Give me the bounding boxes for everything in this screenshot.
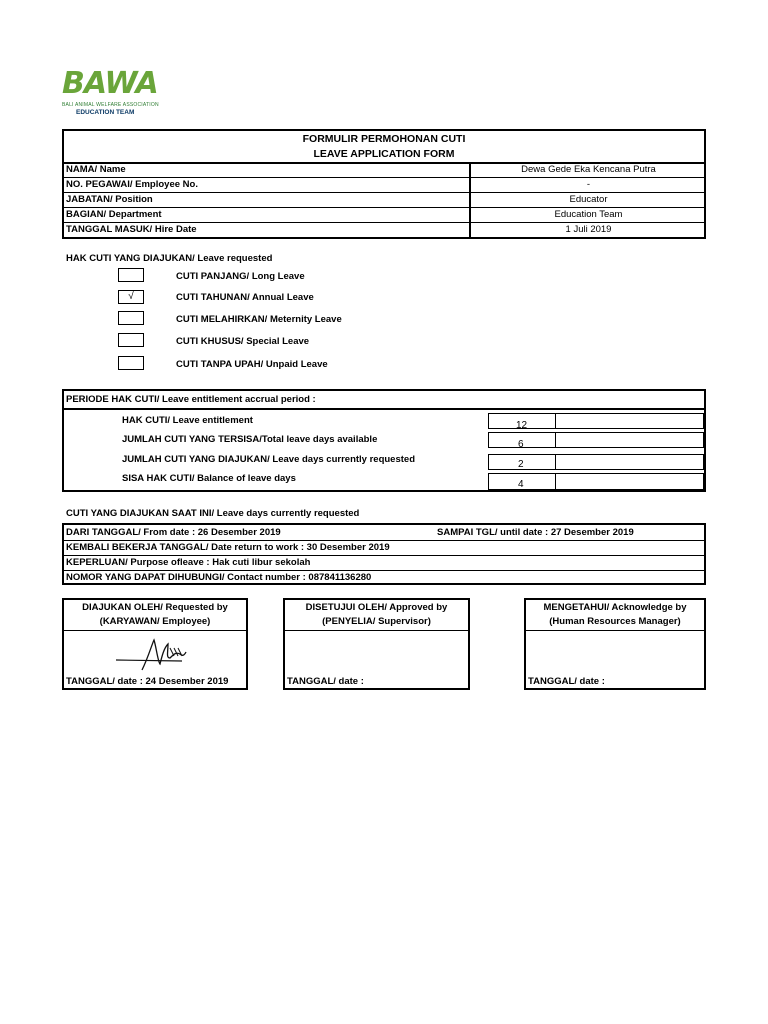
entitlement-heading: PERIODE HAK CUTI/ Leave entitlement accrual period : <box>66 394 316 405</box>
requested-label: JUMLAH CUTI YANG DIAJUKAN/ Leave days currently requested <box>122 454 415 465</box>
form-title-id: FORMULIR PERMOHONAN CUTI <box>302 133 466 145</box>
position-label: JABATAN/ Position <box>66 194 153 205</box>
available-label: JUMLAH CUTI YANG TERSISA/Total leave days available <box>122 434 378 445</box>
unpaid-leave-label: CUTI TANPA UPAH/ Unpaid Leave <box>176 359 328 370</box>
hr-signature-box <box>524 598 706 690</box>
employee-signature-head2: (KARYAWAN/ Employee) <box>99 616 211 627</box>
special-leave-checkbox[interactable] <box>118 333 144 347</box>
employee-signature-head1: DIAJUKAN OLEH/ Requested by <box>82 602 228 613</box>
until-date: SAMPAI TGL/ until date : 27 Desember 2019 <box>437 527 634 538</box>
balance-value: 4 <box>518 479 524 490</box>
employee-info-table <box>62 129 706 239</box>
hr-signature-head2: (Human Resources Manager) <box>549 616 681 627</box>
long-leave-label: CUTI PANJANG/ Long Leave <box>176 271 305 282</box>
current-request-heading: CUTI YANG DIAJUKAN SAAT INI/ Leave days currently requested <box>66 508 360 519</box>
leave-requested-heading: HAK CUTI YANG DIAJUKAN/ Leave requested <box>66 253 273 264</box>
entitlement-table <box>62 389 706 492</box>
special-leave-label: CUTI KHUSUS/ Special Leave <box>176 336 310 347</box>
entitlement-label: HAK CUTI/ Leave entitlement <box>122 415 253 426</box>
entitlement-value: 12 <box>516 420 528 431</box>
long-leave-checkbox[interactable] <box>118 268 144 282</box>
supervisor-signature-head2: (PENYELIA/ Supervisor) <box>322 616 431 627</box>
supervisor-signature-date: TANGGAL/ date : <box>287 676 364 687</box>
name-value: Dewa Gede Eka Kencana Putra <box>521 164 656 175</box>
employee-no-value: - <box>586 179 591 190</box>
unpaid-leave-checkbox[interactable] <box>118 356 144 370</box>
form-title-en: LEAVE APPLICATION FORM <box>313 148 455 160</box>
hr-signature-head1: MENGETAHUI/ Acknowledge by <box>543 602 687 613</box>
contact-number: NOMOR YANG DAPAT DIHUBUNGI/ Contact number : 087841136280 <box>66 572 372 583</box>
requested-value: 2 <box>518 459 524 470</box>
employee-signature-box <box>62 598 248 690</box>
department-label: BAGIAN/ Department <box>66 209 162 220</box>
supervisor-signature-head1: DISETUJUI OLEH/ Approved by <box>305 602 448 613</box>
bawa-logo <box>62 68 170 118</box>
available-value: 6 <box>518 439 524 450</box>
maternity-leave-label: CUTI MELAHIRKAN/ Meternity Leave <box>176 314 342 325</box>
maternity-leave-checkbox[interactable] <box>118 311 144 325</box>
purpose: KEPERLUAN/ Purpose ofleave : Hak cuti libur sekolah <box>66 557 311 568</box>
employee-no-label: NO. PEGAWAI/ Employee No. <box>66 179 198 190</box>
name-label: NAMA/ Name <box>66 164 126 175</box>
logo-subtitle: BALI ANIMAL WELFARE ASSOCIATION <box>62 102 159 108</box>
annual-leave-label: CUTI TAHUNAN/ Annual Leave <box>176 292 314 303</box>
logo-team: EDUCATION TEAM <box>76 109 135 116</box>
employee-signature-date: TANGGAL/ date : 24 Desember 2019 <box>66 676 229 687</box>
current-request-table <box>62 523 706 585</box>
hire-date-label: TANGGAL MASUK/ Hire Date <box>66 224 197 235</box>
position-value: Educator <box>569 194 608 205</box>
hr-signature-date: TANGGAL/ date : <box>528 676 605 687</box>
logo-word: BAWA <box>62 66 158 101</box>
department-value: Education Team <box>554 209 623 220</box>
signature-scribble <box>112 634 202 674</box>
from-date: DARI TANGGAL/ From date : 26 Desember 2019 <box>66 527 281 538</box>
return-date: KEMBALI BEKERJA TANGGAL/ Date return to work : 30 Desember 2019 <box>66 542 390 553</box>
annual-leave-checkbox[interactable]: √ <box>118 290 144 304</box>
supervisor-signature-box <box>283 598 470 690</box>
hire-date-value: 1 Juli 2019 <box>565 224 612 235</box>
balance-label: SISA HAK CUTI/ Balance of leave days <box>122 473 296 484</box>
